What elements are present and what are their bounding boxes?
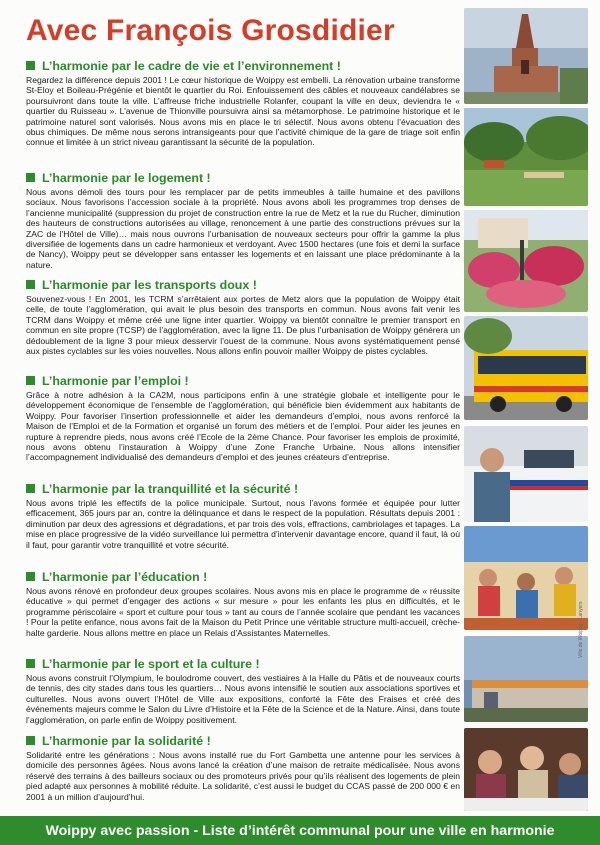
section-transport bbox=[26, 277, 460, 356]
footer-banner bbox=[0, 816, 600, 845]
photo-strip bbox=[464, 8, 588, 811]
section-housing bbox=[26, 170, 460, 270]
section-text: Nous avons triplé les effectifs de la police municipale. Surtout, nous l’avons formée et équipée pour lutter efficacement, 365 jours par an, contre la délinquance et dans le respect de la population. Résultats depuis 2001 : diminution par deux des agressions et dégradations, et par trois des vols, effractions, cambriolages et tapages. La mise en place progressive de la vidéo surveillance lui permettra d’intervenir davantage encore, quand il faut, là où il faut, pour garantir votre tranquillité et votre sécurité. bbox=[26, 498, 460, 550]
section-heading bbox=[26, 569, 460, 584]
park-photo-icon bbox=[464, 108, 588, 206]
page-title: Avec François Grosdidier bbox=[26, 14, 395, 47]
section-title: L’harmonie par les transports doux ! bbox=[42, 277, 257, 292]
section-title: L’harmonie par le cadre de vie et l’environnement ! bbox=[42, 58, 341, 73]
section-security bbox=[26, 481, 460, 550]
section-title: L’harmonie par la tranquillité et la sécurité ! bbox=[42, 481, 299, 496]
section-heading bbox=[26, 656, 460, 671]
section-text: Regardez la différence depuis 2001 ! Le cœur historique de Woippy est embelli. La rénovation urbaine transforme St-Eloy et Boileau-Prégénie et bientôt le quartier du Roi. Enfouissement des câbles et nouveaux candélabres se poursuivront dans toute la ville. L’affreuse friche industrielle Rolanfer, coupant la ville en deux, deviendra le « quartier du Ruisseau ». L’avenue de Thionville poursuivra ainsi sa métamorphose. Le patrimoine historique et le patrimoine naturel sont valorisés. Nous avons mis en place le tri sélectif. Nous avons obtenu l’évacuation des obus chimiques. De même nous serons intransigeants pour que l’activité chimique de la gare de triage soit enfin connue et limitée à un strict niveau garantissant la sécurité de la population. bbox=[26, 75, 460, 148]
square-bullet-icon bbox=[26, 173, 35, 182]
section-heading bbox=[26, 170, 460, 185]
photo-credit: Ville de Woippy - Lanyers bbox=[578, 601, 584, 658]
section-solidarity bbox=[26, 733, 460, 802]
square-bullet-icon bbox=[26, 61, 35, 70]
section-text: Nous avons démoli des tours pour les remplacer par de petits immeubles à taille humaine et des pavillons sociaux. Nous favorisons l’accession sociale à la propriété. Nous avons aboli les programmes trop denses de l’ancienne municipalité (suppression du projet de construction entre la rue de Metz et la rue du Rucher, diminution des hauteurs de constructions autorisées au village, renoncement à une partie des constructions prévues sur la ZAC de l’Hôtel de Ville)… mais nous ouvrons l’urbanisation de nouveaux secteurs pour offrir la gamme la plus diversifiée de logements dans un cadre harmonieux et verdoyant. Avec 1500 hectares (une fois et demi la surface de Nancy), Woippy peut se développer sans entasser les logements et en laissant une place prédominante à la nature. bbox=[26, 187, 460, 270]
square-bullet-icon bbox=[26, 736, 35, 745]
section-sport-culture bbox=[26, 656, 460, 725]
elderly-photo-icon bbox=[464, 728, 588, 811]
sports-hall-photo-icon bbox=[464, 636, 588, 722]
section-environment bbox=[26, 58, 460, 148]
square-bullet-icon bbox=[26, 376, 35, 385]
square-bullet-icon bbox=[26, 280, 35, 289]
section-employment bbox=[26, 373, 460, 463]
section-heading bbox=[26, 58, 460, 73]
section-heading bbox=[26, 277, 460, 292]
square-bullet-icon bbox=[26, 484, 35, 493]
square-bullet-icon bbox=[26, 572, 35, 581]
section-education bbox=[26, 569, 460, 638]
section-heading bbox=[26, 733, 460, 748]
flowers-photo-icon bbox=[464, 210, 588, 312]
section-title: L’harmonie par le sport et la culture ! bbox=[42, 656, 260, 671]
section-text: Souvenez-vous ! En 2001, les TCRM s’arrêtaient aux portes de Metz alors que la population de Woippy était celle, de toute l’agglomération, qui avait le plus besoin des transports en commun. Nous avons fait venir les TCRM dans Woippy et même créé une ligne inter quartier. Woippy va bientôt connaître le premier transport en commun en site propre (TCSP) de l’agglomération, avec la ligne 11. De plus l’urbanisation de Woippy générera un dédoublement de la ligne 3 pour mieux desservir l’ouest de la commune. Nous avons systématiquement pensé aux pistes cyclables sur les voies nouvelles. Nous allons enfin pouvoir mailler Woippy de pistes cyclables. bbox=[26, 294, 460, 357]
bus-photo-icon bbox=[464, 316, 588, 420]
police-photo-icon bbox=[464, 426, 588, 522]
section-title: L’harmonie par l’éducation ! bbox=[42, 569, 208, 584]
section-text: Nous avons construit l’Olympium, le boulodrome couvert, des vestiaires à la Halle du Pâtis et de nouveaux courts de tennis, des city stades dans tous les quartiers… Nous avons intensifié le soutien aux associations sportives et culturelles. Nous avons ouvert l’Hôtel de Ville aux expositions, conforté la Fête des Fraises et créé des événements majeurs comme le Salon du Livre d’Histoire et la Fête de la Science et de la Nature. Ainsi, dans toute l’agglomération, on parle enfin de Woippy positivement. bbox=[26, 673, 460, 725]
section-title: L’harmonie par le logement ! bbox=[42, 170, 211, 185]
section-text: Solidarité entre les générations : Nous avons installé rue du Fort Gambetta une antenne pour les services à domicile des personnes âgées. Nous avons lancé la création d’une maison de retraite médicalisée. Nous avons réservé des terrains à des bailleurs sociaux ou des promoteurs privés pour qu’ils réalisent des logements de plein pied adapté aux personnes à mobilité réduite. La solidarité, c’est aussi le budget du CCAS passé de 200 000 € en 2001 à un million d’aujourd’hui. bbox=[26, 750, 460, 802]
section-text: Nous avons rénové en profondeur deux groupes scolaires. Nous avons mis en place le programme de « réussite éducative » qui permet d’engager des actions « sur mesure » pour les enfants les plus en difficultés, et le programme périscolaire « sport et culture pour tous » tant au cours de l’année scolaire que pendant les vacances ! Pour la petite enfance, nous avons fait de la Maison du Petit Prince une véritable structure multi-accueil, crèche-halte garderie. Nous allons mettre en place un Relais d’Assistantes Maternelles. bbox=[26, 586, 460, 638]
section-title: L’harmonie par la solidarité ! bbox=[42, 733, 211, 748]
section-heading bbox=[26, 481, 460, 496]
section-text: Grâce à notre adhésion à la CA2M, nous participons enfin à une stratégie globale et intelligente pour le développement économique de l’ensemble de l’agglomération, qui bénéficie bien évidemment aux habitants de Woippy. Pour favoriser l’insertion professionnelle et aider les demandeurs d’emploi, nous avons renforcé la Maison de l’Emploi et de la Formation et organisé un forum des métiers et de l’emploi. Pour aider les jeunes en rupture à reprendre pieds, nous avons créé l’Ecole de la 2ème Chance. Pour favoriser les emplois de proximité, nous avons obtenu l’instauration à Woippy d’une Zone Franche Urbaine. Nous allons intensifier l’accompagnement individualisé des demandeurs d’emploi et des jeunes créateurs d’entreprise. bbox=[26, 390, 460, 463]
text-column bbox=[26, 58, 460, 818]
footer-slogan: Woippy avec passion - Liste d’intérêt communal pour une ville en harmonie bbox=[45, 822, 555, 839]
square-bullet-icon bbox=[26, 659, 35, 668]
section-title: L’harmonie par l’emploi ! bbox=[42, 373, 189, 388]
children-photo-icon bbox=[464, 526, 588, 630]
church-photo-icon bbox=[464, 8, 588, 104]
section-heading bbox=[26, 373, 460, 388]
